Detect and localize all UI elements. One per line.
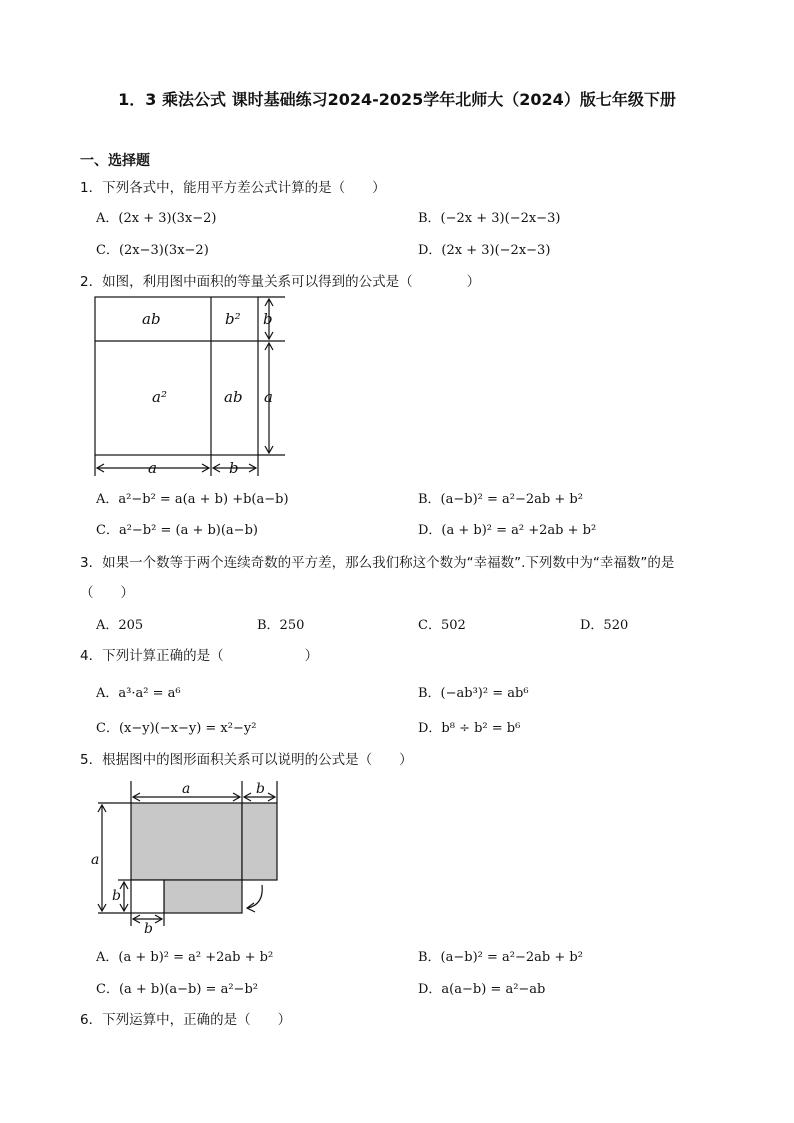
q5-option-b[interactable]: B．(a−b)² = a²−2ab + b²	[418, 950, 583, 965]
fig5-label-b-left: b	[112, 888, 121, 904]
q4-option-c[interactable]: C．(x−y)(−x−y) = x²−y²	[96, 721, 257, 736]
q3-option-b[interactable]: B．250	[257, 618, 305, 633]
question-5-stem: 5．根据图中的图形面积关系可以说明的公式是（ ）	[80, 752, 413, 768]
q5-option-d[interactable]: D．a(a−b) = a²−ab	[418, 982, 546, 997]
page-title: 1．3 乘法公式 课时基础练习2024-2025学年北师大（2024）版七年级下册	[118, 90, 676, 109]
q2-option-a[interactable]: A．a²−b² = a(a + b) +b(a−b)	[96, 492, 289, 507]
fig5-label-b-bottom: b	[144, 921, 153, 936]
question-1-stem: 1．下列各式中，能用平方差公式计算的是（ ）	[80, 180, 386, 196]
fig2-label-ab-top: ab	[142, 310, 161, 328]
q1-option-b[interactable]: B．(−2x + 3)(−2x−3)	[418, 211, 561, 226]
q2-option-d[interactable]: D．(a + b)² = a² +2ab + b²	[418, 523, 597, 538]
fig2-label-b-bottom: b	[229, 459, 239, 477]
q2-option-c[interactable]: C．a²−b² = (a + b)(a−b)	[96, 523, 258, 538]
q5-option-c[interactable]: C．(a + b)(a−b) = a²−b²	[96, 982, 258, 997]
q4-option-b[interactable]: B．(−ab³)² = ab⁶	[418, 686, 529, 701]
q5-option-a[interactable]: A．(a + b)² = a² +2ab + b²	[96, 950, 274, 965]
q1-option-a[interactable]: A．(2x + 3)(3x−2)	[96, 211, 217, 226]
fig2-label-a2: a²	[152, 388, 167, 406]
question-2-stem: 2．如图，利用图中面积的等量关系可以得到的公式是（ ）	[80, 274, 481, 290]
q3-option-c[interactable]: C．502	[418, 618, 466, 633]
question-3-stem-cont: （ ）	[80, 585, 134, 601]
q2-option-b[interactable]: B．(a−b)² = a²−2ab + b²	[418, 492, 583, 507]
section-heading: 一、选择题	[80, 153, 150, 169]
fig5-label-a-top: a	[182, 781, 191, 797]
fig5-label-a-left: a	[91, 852, 100, 868]
fig2-label-a-bottom: a	[148, 459, 157, 477]
question-3-stem: 3．如果一个数等于两个连续奇数的平方差，那么我们称这个数为“幸福数”.下列数中为“幸福数”的是	[80, 555, 675, 571]
fig2-label-b2: b²	[225, 310, 241, 328]
fig2-label-a-side: a	[264, 388, 273, 406]
q4-option-d[interactable]: D．b⁸ ÷ b² = b⁶	[418, 721, 521, 736]
q1-option-c[interactable]: C．(2x−3)(3x−2)	[96, 243, 209, 258]
q3-option-a[interactable]: A．205	[96, 618, 144, 633]
q1-option-d[interactable]: D．(2x + 3)(−2x−3)	[418, 243, 551, 258]
fig2-label-ab-mid: ab	[224, 388, 243, 406]
q5-area-figure	[88, 776, 288, 936]
fig5-label-b-top: b	[256, 781, 265, 797]
q4-option-a[interactable]: A．a³·a² = a⁶	[96, 686, 181, 701]
question-6-stem: 6．下列运算中，正确的是（ ）	[80, 1012, 292, 1028]
question-4-stem: 4．下列计算正确的是（ ）	[80, 648, 319, 664]
fig2-label-b-side: b	[263, 310, 273, 328]
q2-area-figure	[90, 292, 290, 478]
q3-option-d[interactable]: D．520	[580, 618, 629, 633]
